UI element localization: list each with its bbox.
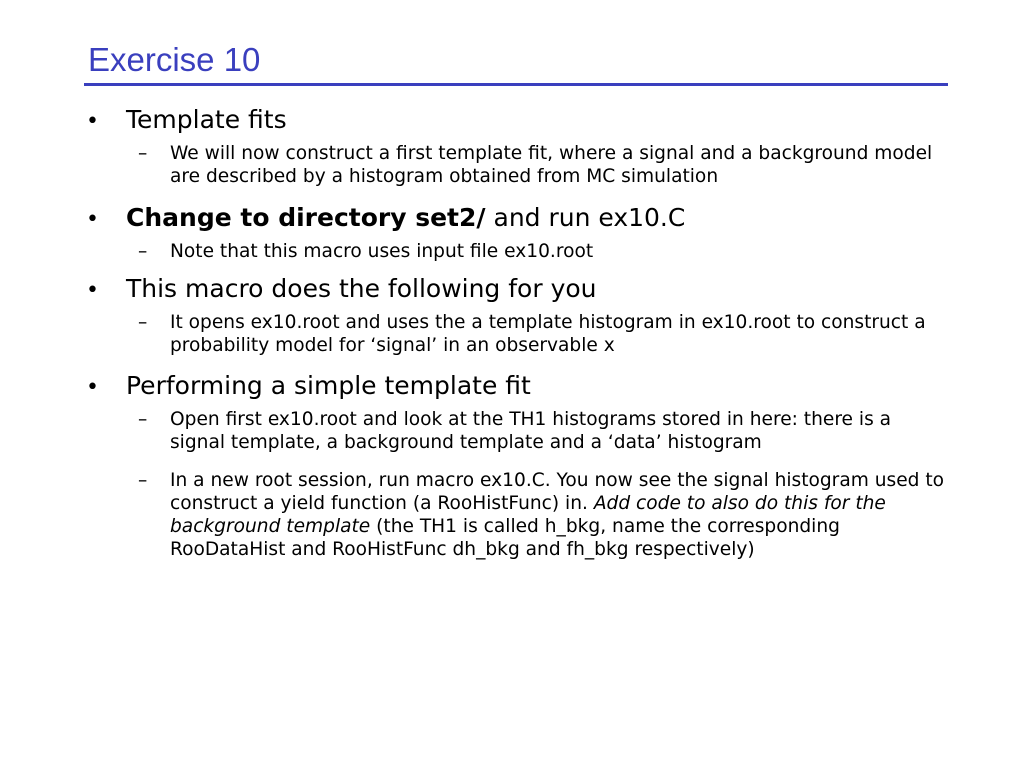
dash-icon: – <box>138 470 148 491</box>
bullet-template-fits <box>86 104 966 138</box>
bullet-icon: • <box>86 109 99 134</box>
sub-text-italic: Add code to also do this for the background template <box>170 493 886 537</box>
sub-bullet <box>138 307 966 362</box>
bullet-icon: • <box>86 375 99 400</box>
sub-bullet-text: Note that this macro uses input file ex10.root <box>170 241 594 262</box>
sub-bullet-text: Open first ex10.root and look at the TH1 histograms stored in here: there is a signal template, a background template and a ‘data’ histogram <box>170 409 892 453</box>
sub-bullet-text: It opens ex10.root and uses the a template histogram in ex10.root to construct a probability model for ‘signal’ in an observable x <box>170 312 926 356</box>
title-underline <box>84 83 948 86</box>
slide-content <box>86 104 966 566</box>
sub-bullet-text <box>170 469 950 561</box>
sub-bullet <box>138 236 966 268</box>
bullet-text: Template fits <box>126 105 287 134</box>
dash-icon: – <box>138 312 148 333</box>
dash-icon: – <box>138 409 148 430</box>
bullet-icon: • <box>86 207 99 232</box>
sub-bullet-text: We will now construct a first template fit, where a signal and a background model are described by a histogram obtained from MC simulation <box>170 143 933 187</box>
dash-icon: – <box>138 241 148 262</box>
sub-text-part1: In a new root session, run macro ex10.C. You now see the signal histogram used to construct a yield function (a RooHistFunc) in. <box>170 470 945 514</box>
bullet-macro-does <box>86 273 966 307</box>
bullet-simple-template-fit <box>86 370 966 404</box>
bullet-change-directory <box>86 202 966 236</box>
sub-bullet <box>138 465 966 566</box>
sub-bullet <box>138 404 966 459</box>
bullet-text-rest: and run ex10.C <box>485 203 686 232</box>
dash-icon: – <box>138 143 148 164</box>
bullet-text: This macro does the following for you <box>126 274 597 303</box>
bullet-icon: • <box>86 278 99 303</box>
bullet-text-bold: Change to directory set2/ <box>126 203 486 232</box>
bullet-text <box>126 202 685 234</box>
slide-title: Exercise 10 <box>88 41 261 78</box>
sub-bullet <box>138 138 966 193</box>
sub-text-part2: (the TH1 is called h_bkg, name the corresponding RooDataHist and RooHistFunc dh_bkg and fh_bkg respectively) <box>170 516 840 560</box>
bullet-text: Performing a simple template fit <box>126 371 531 400</box>
